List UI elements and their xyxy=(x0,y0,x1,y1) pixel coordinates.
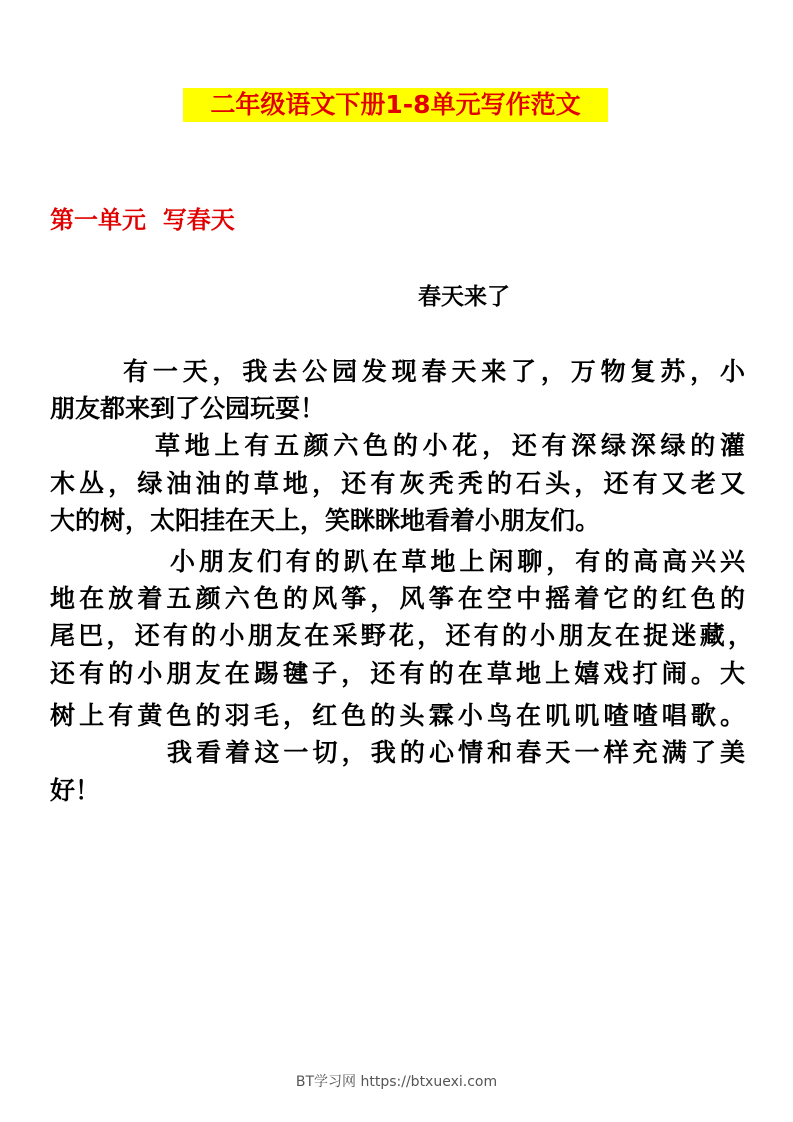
essay-line: 大的树，太阳挂在天上，笑眯眯地看着小朋友们。 xyxy=(50,506,601,535)
essay-line: 有一天，我去公园发现春天来了，万物复苏，小 xyxy=(123,357,745,386)
essay-line: 木丛，绿油油的草地，还有灰秃秃的石头，还有又老又 xyxy=(50,469,745,498)
essay-line: 小朋友们有的趴在草地上闲聊，有的高高兴兴 xyxy=(170,547,745,576)
document-title: 二年级语文下册1-8单元写作范文 xyxy=(183,88,608,122)
essay-line: 尾巴，还有的小朋友在采野花，还有的小朋友在捉迷藏， xyxy=(50,621,753,650)
essay-line: 朋友都来到了公园玩耍！ xyxy=(50,394,326,423)
essay-line: 地在放着五颜六色的风筝，风筝在空中摇着它的红色的 xyxy=(50,584,745,613)
footer-watermark: BT学习网 https://btxuexi.com xyxy=(295,1074,498,1090)
essay-title: 春天来了 xyxy=(418,284,510,310)
essay-line: 树上有黄色的羽毛，红色的头霖小鸟在叽叽喳喳唱歌。 xyxy=(50,701,745,730)
essay-line: 草地上有五颜六色的小花，还有深绿深绿的灌 xyxy=(155,431,745,460)
essay-line: 还有的小朋友在踢毽子，还有的在草地上嬉戏打闹。大 xyxy=(50,659,745,688)
section-heading: 第一单元 写春天 xyxy=(50,206,235,234)
essay-line: 我看着这一切，我的心情和春天一样充满了美 xyxy=(167,738,745,767)
essay-line: 好！ xyxy=(50,776,101,805)
